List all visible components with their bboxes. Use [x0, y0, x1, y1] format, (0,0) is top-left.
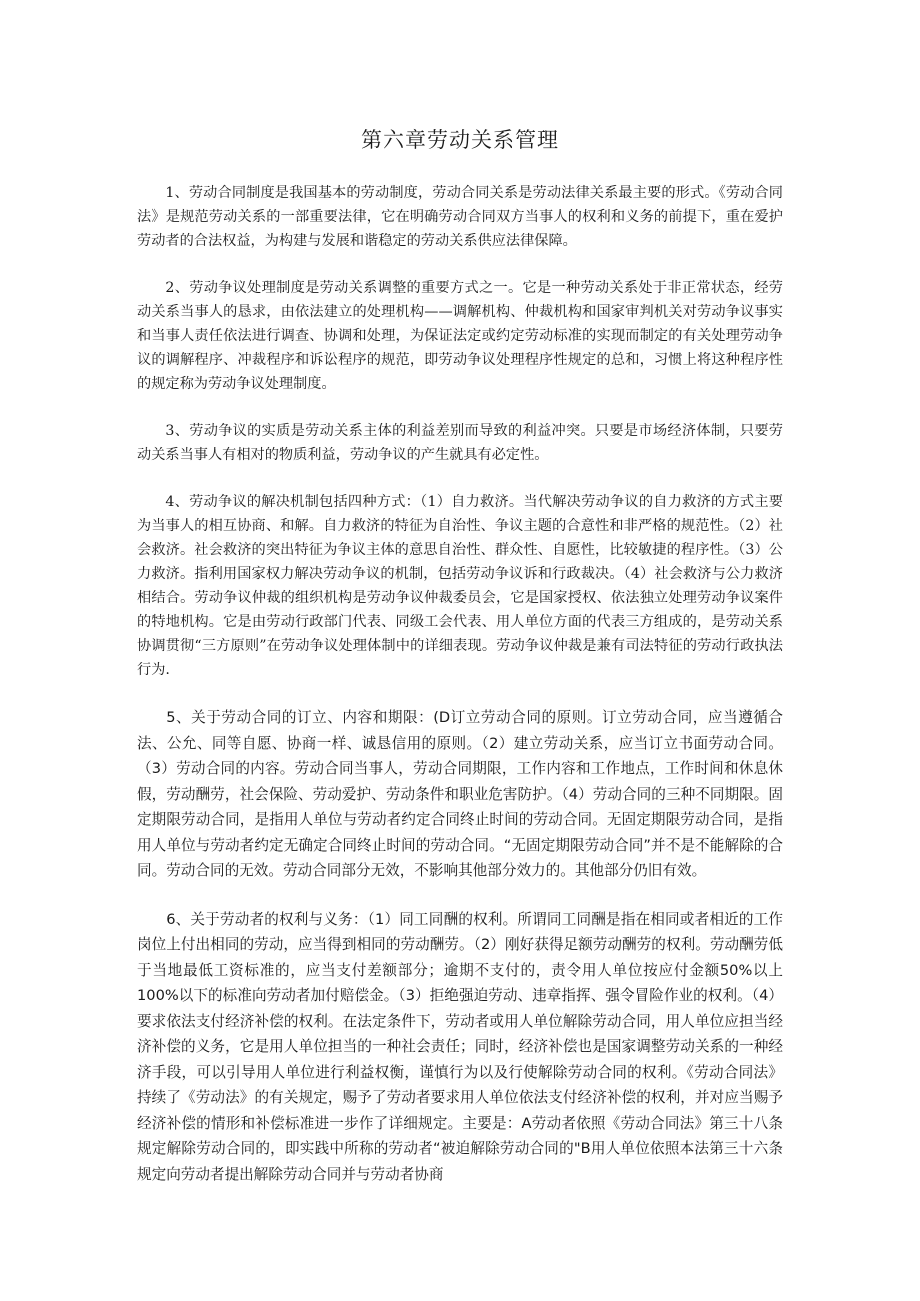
paragraph-4: 4、劳动争议的解决机制包括四种方式：（1）自力救济。当代解决劳动争议的自力救济的方式主要为当事人的相互协商、和解。自力救济的特征为自治性、争议主题的合意性和非严格的规范性。（2）社会救济。社会救济的突出特征为争议主体的意思自治性、群众性、自愿性，比较敏捷的程序性。（3）公力救济。指利用国家权力解决劳动争议的机制，包括劳动争议诉和行政裁决。（4）社会救济与公力救济相结合。劳动争议仲裁的组织机构是劳动争议仲裁委员会，它是国家授权、依法独立处理劳动争议案件的特地机构。它是由劳动行政部门代表、同级工会代表、用人单位方面的代表三方组成的，是劳动关系协调贯彻“三方原则”在劳动争议处理体制中的详细表现。劳动争议仲裁是兼有司法特征的劳动行政执法行为. [137, 494, 783, 678]
document-body [137, 181, 783, 1210]
paragraph-5: 5、关于劳动合同的订立、内容和期限：(D订立劳动合同的原则。订立劳动合同，应当遵循合法、公允、同等自愿、协商一样、诚恳信用的原则。（2）建立劳动关系，应当订立书面劳动合同。（3）劳动合同的内容。劳动合同当事人，劳动合同期限，工作内容和工作地点，工作时间和休息休假，劳动酬劳，社会保险、劳动爱护、劳动条件和职业危害防护。（4）劳动合同的三种不同期限。固定期限劳动合同，是指用人单位与劳动者约定合同终止时间的劳动合同。无固定期限劳动合同，是指用人单位与劳动者约定无确定合同终止时间的劳动合同。“无固定期限劳动合同”并不是不能解除的合同。劳动合同的无效。劳动合同部分无效，不影响其他部分效力的。其他部分仍旧有效。 [137, 709, 783, 879]
page-title: 第六章劳动关系管理 [361, 128, 559, 152]
paragraph-6: 6、关于劳动者的权利与义务：（1）同工同酬的权利。所谓同工同酬是指在相同或者相近的工作岗位上付出相同的劳动，应当得到相同的劳动酬劳。（2）刚好获得足额劳动酬劳的权利。劳动酬劳低于当地最低工资标准的，应当支付差额部分；逾期不支付的，责令用人单位按应付金额50%以上100%以下的标准向劳动者加付赔偿金。（3）拒绝强迫劳动、违章指挥、强令冒险作业的权利。（4）要求依法支付经济补偿的权利。在法定条件下，劳动者或用人单位解除劳动合同，用人单位应担当经济补偿的义务，它是用人单位担当的一种社会责任；同时，经济补偿也是国家调整劳动关系的一种经济手段，可以引导用人单位进行利益权衡，谨慎行为以及行使解除劳动合同的权利。《劳动合同法》持续了《劳动法》的有关规定，赐予了劳动者要求用人单位依法支付经济补偿的权利，并对应当赐予经济补偿的情形和补偿标准进一步作了详细规定。主要是：A劳动者依照《劳动合同法》第三十八条规定解除劳动合同的，即实践中所称的劳动者“被迫解除劳动合同的"B用人单位依照本法第三十六条规定向劳动者提出解除劳动合同并与劳动者协商 [137, 910, 783, 1183]
paragraph-3: 3、劳动争议的实质是劳动关系主体的利益差别而导致的利益冲突。只要是市场经济体制，只要劳动关系当事人有相对的物质利益，劳动争议的产生就具有必定性。 [137, 423, 783, 463]
paragraph-2: 2、劳动争议处理制度是劳动关系调整的重要方式之一。它是一种劳动关系处于非正常状态，经劳动关系当事人的恳求，由依法建立的处理机构——调解机构、仲裁机构和国家审判机关对劳动争议事实和当事人责任依法进行调查、协调和处理，为保证法定或约定劳动标准的实现而制定的有关处理劳动争议的调解程序、冲裁程序和诉讼程序的规范，即劳动争议处理程序性规定的总和，习惯上将这种程序性的规定称为劳动争议处理制度。 [137, 280, 783, 392]
paragraph-1: 1、劳动合同制度是我国基本的劳动制度，劳动合同关系是劳动法律关系最主要的形式。《劳动合同法》是规范劳动关系的一部重要法律，它在明确劳动合同双方当事人的权利和义务的前提下，重在爱护劳动者的合法权益，为构建与发展和谐稳定的劳动关系供应法律保障。 [137, 185, 783, 249]
